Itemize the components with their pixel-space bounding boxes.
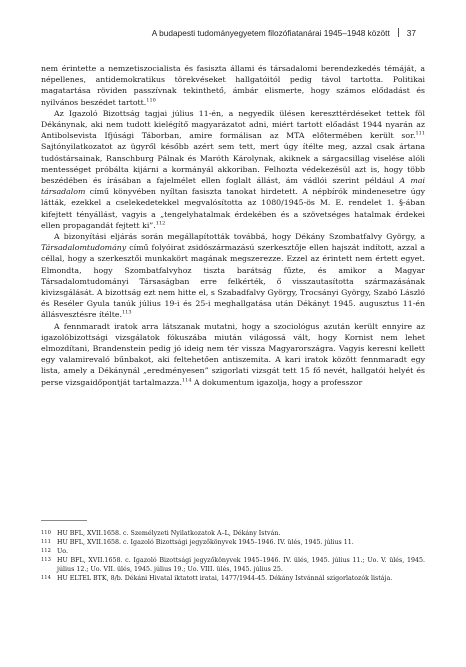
footnote bbox=[41, 574, 425, 583]
footnote-text: HU BFL, XVII.1658. c. Igazoló Bizottsági jegyzőkönyvek 1945–1946. IV. ülés, 1945. július 11. bbox=[57, 539, 354, 547]
paragraph bbox=[41, 108, 425, 231]
page-number: 37 bbox=[406, 28, 416, 38]
text-run: A bizonyítási eljárás során megállapították továbbá, hogy Dékány Szombatfalvy György, a bbox=[54, 232, 425, 242]
footnote-number: 110 bbox=[41, 530, 51, 536]
footnote bbox=[41, 547, 425, 556]
running-head bbox=[152, 28, 416, 38]
footnote-ref[interactable]: 113 bbox=[121, 309, 132, 316]
text-run: A fennmaradt iratok arra látszanak mutatni, hogy a szociológus azután került ennyire az igazolóbizottsági vizsgálatok fókuszába miután világossá vált, hogy Kornist nem lehet elmozdítani, Brandenstein pedig jó ideig nem tér vissza Magyarországra. Vagyis keresni kellett egy valamirevaló bűnbakot, aki feltehetően antiszemita. A kari iratok között fennmaradt egy lista, amely a Dékánynál „eredményesen” szigorlati vizsgát tett 15 fő nevét, hallgatói helyét és perse vizsgaidőpontját tartalmazza. bbox=[41, 321, 425, 387]
body-text bbox=[41, 63, 425, 388]
text-run: Az Igazoló Bizottság tagjai július 11-én, a negyedik ülésen kereszttérdéseket tettek föl Dékánynak, aki nem tudott kielégítő magyarázatot adni, miért tartott előadást 1944 nyarán az Antibolsevista Ifjúsági Táborban, amire formálisan az MTA előtermében került sor. bbox=[41, 108, 425, 141]
footnote-number: 113 bbox=[41, 557, 51, 564]
footnote-ref[interactable]: 114 bbox=[181, 377, 192, 384]
book-title: A mai társadalom bbox=[41, 176, 425, 197]
footnote-rule bbox=[41, 520, 87, 521]
footnote-ref[interactable]: 111 bbox=[415, 130, 425, 137]
footnote-number: 111 bbox=[41, 539, 51, 546]
footnote-text: Uo. bbox=[57, 548, 68, 556]
footnote-text: HU BFL, XVII.1658. c. Személyzeti Nyilatkozatok A–L, Dékány István. bbox=[57, 530, 281, 537]
footnote bbox=[41, 538, 425, 547]
footnote-text: HU BFL, XVII.1658. c. Igazoló Bizottsági jegyzőkönyvek 1945–1946. IV. ülés, 1945. július 11.; Uo. V. ülés, 1945. július 12.; Uo. VII. ülés, 1945. július 19.; Uo. VIII. ülés, 1945. július 25. bbox=[57, 557, 425, 574]
footnote-ref[interactable]: 112 bbox=[155, 220, 166, 227]
footnote-ref[interactable]: 110 bbox=[146, 97, 156, 104]
text-run: A dokumentum igazolja, hogy a professzor bbox=[191, 377, 363, 387]
footnote bbox=[41, 529, 425, 538]
running-head-title: A budapesti tudományegyetem filozófiatanárai 1945–1948 között bbox=[151, 28, 390, 38]
paragraph bbox=[41, 63, 425, 108]
text-run: című könyvében nyíltan fasiszta tanokat hirdetett. A népbírók mindenesetre úgy látták, ezekkel a cselekedetekkel megvalósította az 1080/1945-ös M. E. rendelet 1. §-ában kifejtett tényállást, vagyis a „tengelyhatalmak érdekében és a szövetséges hatalmak érdekei ellen propagandát fejtett ki”. bbox=[41, 187, 425, 230]
paragraph bbox=[41, 321, 425, 388]
footnote-number: 112 bbox=[41, 548, 51, 555]
header-divider bbox=[398, 28, 399, 37]
footnotes bbox=[41, 529, 425, 584]
footnote bbox=[41, 556, 425, 574]
footnote-text: HU ELTEL BTK, 8/b. Dékáni Hivatal iktatott iratai, 1477/1944-45. Dékány Istvánnál szigorlatozók listája. bbox=[57, 575, 393, 583]
text-run: című folyóirat zsidószármazású szerkesztője ellen hajszát indított, azzal a céllal, hogy a szerkesztői munkakört magának megszerezze. Ezzel az érintett nem értett egyet. Elmondta, hogy Szombatfalvyhoz tiszta barátság fűzte, és amikor a Magyar Társadalomtudományi Társaságban erre felkérték, ő visszautasította származásának kivizsgálását. A bizottság ezt nem hitte el, s Szabadfalvy György, Trocsányi György, Szabó László és Reséler Gyula tanúk július 19-i és 25-i meghallgatása után Dékányt 1945. augusztus 11-én állásvesztésre ítélte. bbox=[41, 243, 425, 320]
text-run: Sajtónyilatkozatot az ügyről később azért sem tett, mert úgy ítélte meg, azzal csak ártana tudóstársainak, Ranschburg Pálnak és Maróth Károlynak, akiknek a sárgacsillag viselése alóli mentességet próbálta kijárni a kormányál akkoriban. Felhozta védekezésül azt is, hogy több beszédében és írásában a fajelmélet ellen foglalt állást, ám vádlói szerint például bbox=[41, 142, 425, 186]
paragraph bbox=[41, 231, 425, 321]
book-title: Társadalomtudomány bbox=[41, 243, 127, 253]
text-run: nem érintette a nemzetiszocialista és fasiszta állami és társadalomi berendezkedés témáját, a népellenes, antidemokratikus törekvéseket hallgatóitól pedig távol tartotta. Politikai magatartása röviden passzívnak tekinthető, ámbár elismerte, hogy számos elődadást és nyilvános beszédet tartott. bbox=[41, 64, 425, 107]
footnote-number: 114 bbox=[41, 575, 51, 582]
